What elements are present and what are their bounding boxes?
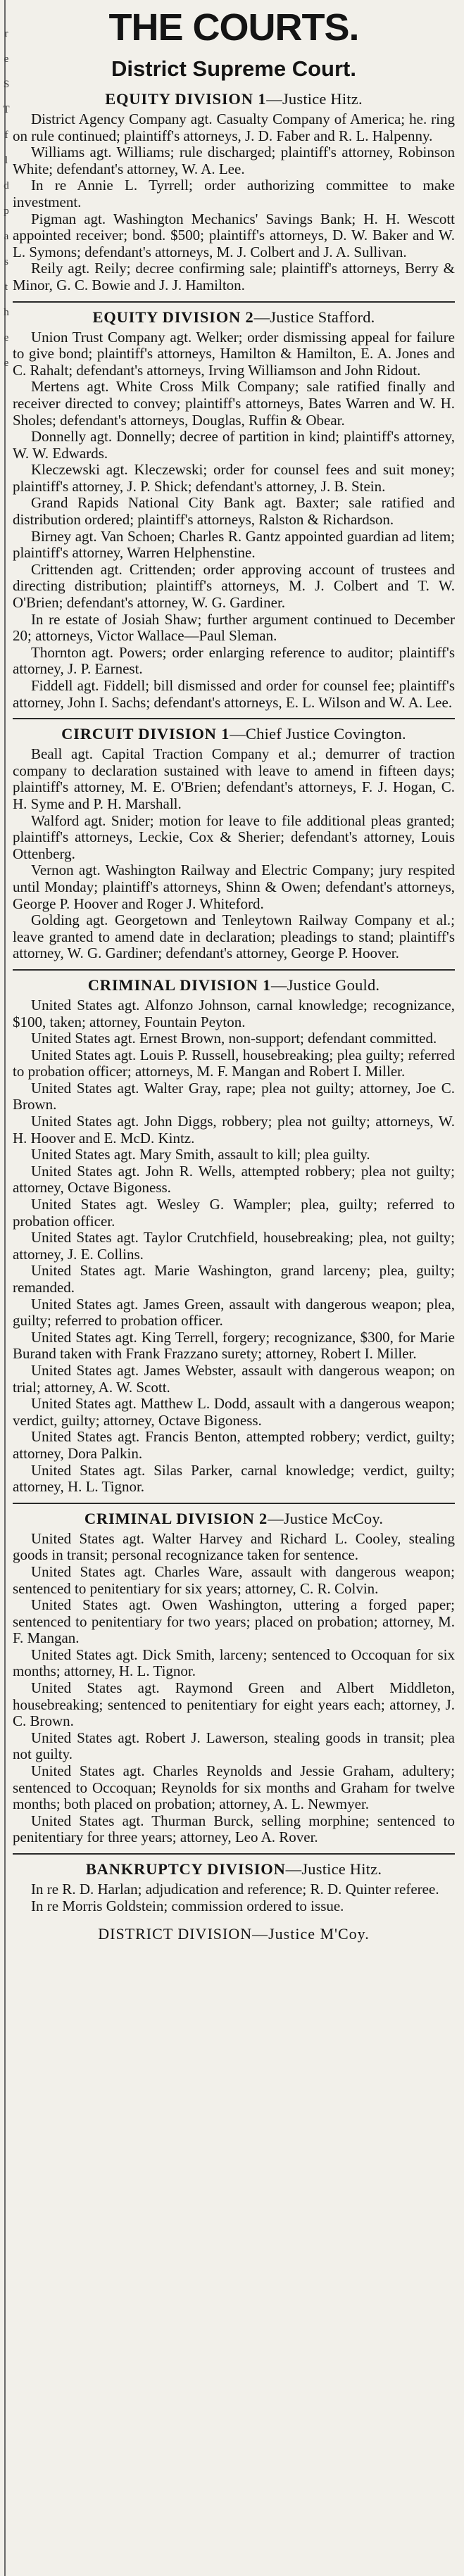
edge-letter: a [4, 231, 9, 242]
court-section [13, 1860, 455, 1914]
case-entry: United States agt. Mary Smith, assault to kill; plea guilty. [31, 1146, 370, 1163]
division-name: CIRCUIT DIVISION 1 [61, 725, 230, 743]
courts-column [13, 0, 455, 2576]
case-entry: United States agt. Walter Gray, rape; plea not guilty; attorney, Joe C. Brown. [13, 1079, 455, 1113]
case-entry: United States agt. Francis Benton, attempted robbery; verdict, guilty; attorney, Dora Palkin. [13, 1428, 455, 1462]
case-entry: United States agt. Matthew L. Dodd, assault with a dangerous weapon; verdict, guilty; attorney, Octave Bigoness. [13, 1395, 455, 1429]
case-entry: Walford agt. Snider; motion for leave to file additional pleas granted; plaintiff's attorneys, Leckie, Cox & Sherier; defendant's attorney, Louis Ottenberg. [13, 812, 455, 862]
case-entry: United States agt. Walter Harvey and Richard L. Cooley, stealing goods in transit; personal recognizance taken for sentence. [13, 1529, 455, 1564]
court-section [13, 1510, 455, 1846]
case-entry: Union Trust Company agt. Welker; order dismissing appeal for failure to give bond; plaintiff's attorneys, Hamilton & Hamilton, E. A. Jones and C. Rahalt; defendant's attorneys, Irving Williamson and John Ridout. [13, 328, 455, 379]
case-entry: Thornton agt. Powers; order enlarging reference to auditor; plaintiff's attorney, J. P. Earnest. [13, 643, 455, 678]
edge-letter: T [3, 104, 10, 115]
page-edge-rule [4, 0, 6, 2576]
case-entry: United States agt. John Diggs, robbery; plea not guilty; attorneys, W. H. Hoover and E. McD. Kintz. [13, 1113, 455, 1147]
edge-letter: d [4, 180, 9, 191]
adjacent-column-fragment [0, 21, 13, 376]
judge-name: Chief Justice Covington. [245, 725, 406, 743]
case-entry: Golding agt. Georgetown and Tenleytown Railway Company et al.; leave granted to amend date in declaration; pleadings to stand; plaintiff's attorney, W. G. Gardiner; defendant's attorney, George P. Hoover. [13, 911, 455, 962]
section-divider [13, 301, 455, 303]
section-divider [13, 1503, 455, 1504]
court-section [13, 976, 455, 1496]
cutoff-heading: DISTRICT DIVISION—Justice M'Coy. [98, 1925, 370, 1943]
case-entry: Grand Rapids National City Bank agt. Baxter; sale ratified and distribution ordered; plaintiff's attorneys, Ralston & Richardson. [13, 494, 455, 529]
section-heading: BANKRUPTCY DIVISION—Justice Hitz. [85, 1860, 382, 1878]
case-entry: United States agt. Taylor Crutchfield, housebreaking; plea, not guilty; attorney, J. E. Collins. [13, 1229, 455, 1263]
case-entry: Williams agt. Williams; rule discharged; plaintiff's attorney, Robinson White; defendant's attorney, W. A. Lee. [13, 144, 455, 177]
court-section [13, 725, 455, 962]
edge-letter: S [3, 79, 10, 90]
case-entry: In re Morris Goldstein; commission ordered to issue. [31, 1897, 344, 1914]
edge-letter: e [4, 53, 9, 65]
case-entry: United States agt. Louis P. Russell, housebreaking; plea guilty; referred to probation officer; attorneys, M. F. Mangan and Robert I. Miller. [13, 1046, 455, 1080]
edge-letter: r [4, 28, 8, 39]
section-divider [13, 969, 455, 971]
case-entry: United States agt. Alfonzo Johnson, carnal knowledge; recognizance, $100, taken; attorney, Fountain Peyton. [13, 996, 455, 1030]
edge-letter: l [4, 155, 8, 166]
case-entry: In re R. D. Harlan; adjudication and reference; R. D. Quinter referee. [31, 1881, 439, 1898]
division-name: BANKRUPTCY DIVISION [85, 1860, 286, 1878]
judge-name: Justice Stafford. [270, 308, 375, 326]
edge-letter: e [4, 332, 9, 343]
section-heading: EQUITY DIVISION 1—Justice Hitz. [105, 90, 363, 108]
case-entry: United States agt. Charles Reynolds and Jessie Graham, adultery; sentenced to Occoquan; Reynolds for six months and Graham for twelve months; both placed on probation; attorney, A. L. Newmyer. [13, 1762, 455, 1813]
judge-name: Justice McCoy. [283, 1509, 384, 1527]
case-entry: District Agency Company agt. Casualty Company of America; he. ring on rule continued; plaintiff's attorneys, J. D. Faber and R. L. Halpenny. [13, 111, 455, 144]
case-entry: United States agt. Dick Smith, larceny; sentenced to Occoquan for six months; attorney, H. L. Tignor. [13, 1646, 455, 1680]
section-heading: EQUITY DIVISION 2—Justice Stafford. [92, 308, 375, 326]
edge-letter: p [4, 206, 9, 217]
case-entry: Mertens agt. White Cross Milk Company; sale ratified finally and receiver directed to convey; plaintiff's attorneys, Bates Warren and W. H. Sholes; defendant's attorneys, Douglas, Ruffin & Obear. [13, 378, 455, 429]
edge-letter: s [4, 256, 8, 267]
case-entry: United States agt. Silas Parker, carnal knowledge; verdict, guilty; attorney, H. L. Tignor. [13, 1461, 455, 1496]
case-entry: United States agt. Charles Ware, assault with dangerous weapon; sentenced to penitentiary for six years; attorney, C. R. Colvin. [13, 1562, 455, 1597]
case-entry: In re estate of Josiah Shaw; further argument continued to December 20; attorneys, Victor Wallace—Paul Sleman. [13, 610, 455, 645]
case-entry: Donnelly agt. Donnelly; decree of partition in kind; plaintiff's attorney, W. W. Edwards. [13, 428, 455, 462]
case-entry: United States agt. James Green, assault with dangerous weapon; plea, guilty; referred to probation officer. [13, 1295, 455, 1330]
case-entry: United States agt. Marie Washington, grand larceny; plea, guilty; remanded. [13, 1262, 455, 1296]
case-entry: United States agt. Ernest Brown, non-support; defendant committed. [31, 1030, 437, 1047]
judge-name: Justice Gould. [287, 976, 380, 994]
judge-name: Justice Hitz. [282, 90, 363, 108]
division-name: EQUITY DIVISION 2 [92, 308, 254, 326]
section-heading: CRIMINAL DIVISION 2—Justice McCoy. [84, 1509, 384, 1527]
page-title: THE COURTS. [108, 6, 359, 49]
case-entry: United States agt. Owen Washington, uttering a forged paper; sentenced to penitentiary for two years; placed on probation; attorney, M. F. Mangan. [13, 1596, 455, 1647]
edge-letter: h [4, 307, 9, 318]
case-entry: United States agt. Wesley G. Wampler; plea, guilty; referred to probation officer. [13, 1196, 455, 1230]
case-entry: United States agt. James Webster, assault with dangerous weapon; on trial; attorney, A. W. Scott. [13, 1361, 455, 1396]
division-name: CRIMINAL DIVISION 1 [87, 976, 271, 994]
page-subtitle: District Supreme Court. [111, 56, 356, 81]
judge-name: Justice Hitz. [301, 1860, 382, 1878]
section-divider [13, 1853, 455, 1855]
case-entry: Kleczewski agt. Kleczewski; order for counsel fees and suit money; plaintiff's attorney, J. P. Shick; defendant's attorney, J. B. Stein. [13, 461, 455, 495]
case-entry: Crittenden agt. Crittenden; order approving account of trustees and directing distribution; plaintiff's attorneys, M. J. Colbert and T. W. O'Brien; defendant's attorney, W. G. Gardiner. [13, 560, 455, 612]
edge-letter: t [4, 282, 8, 293]
case-entry: Beall agt. Capital Traction Company et al.; demurrer of traction company to declaration sustained with leave to amend in fifteen days; plaintiff's attorney, M. E. O'Brien; defendant's attorneys, F. J. Hogan, C. H. Syme and P. H. Marshall. [13, 745, 455, 812]
case-entry: Pigman agt. Washington Mechanics' Savings Bank; H. H. Wescott appointed receiver; bond. $500; plaintiff's attorneys, D. W. Baker and W. L. Symons; defendant's attorneys, M. J. Colbert and J. A. Sullivan. [13, 210, 455, 260]
case-entry: In re Annie L. Tyrrell; order authorizing committee to make investment. [13, 177, 455, 210]
case-entry: United States agt. King Terrell, forgery; recognizance, $300, for Marie Burand taken with Frank Frazzano surety; attorney, Robert I. Miller. [13, 1328, 455, 1363]
case-entry: Reily agt. Reily; decree confirming sale; plaintiff's attorneys, Berry & Minor, G. C. Bowie and J. J. Hamilton. [13, 260, 455, 293]
case-entry: United States agt. John R. Wells, attempted robbery; plea not guilty; attorney, Octave Bigoness. [13, 1162, 455, 1197]
sections-container [13, 90, 455, 1914]
section-divider [13, 718, 455, 719]
section-heading: CRIMINAL DIVISION 1—Justice Gould. [87, 976, 380, 994]
edge-letter: e [4, 358, 9, 369]
case-entry: United States agt. Raymond Green and Albert Middleton, housebreaking; sentenced to penitentiary for eight years each; attorney, J. C. Brown. [13, 1679, 455, 1730]
case-entry: Birney agt. Van Schoen; Charles R. Gantz appointed guardian ad litem; plaintiff's attorney, Warren Helphenstine. [13, 527, 455, 562]
court-section [13, 90, 455, 294]
case-entry: Vernon agt. Washington Railway and Electric Company; jury respited until Monday; plaintiff's attorneys, Shinn & Owen; defendant's attorneys, George P. Hoover and Roger J. Whiteford. [13, 861, 455, 912]
court-section [13, 308, 455, 712]
edge-letter: f [4, 130, 8, 141]
case-entry: Fiddell agt. Fiddell; bill dismissed and order for counsel fee; plaintiff's attorney, John I. Sachs; defendant's attorneys, E. L. Wilson and W. A. Lee. [13, 677, 455, 711]
case-entry: United States agt. Robert J. Lawerson, stealing goods in transit; plea not guilty. [13, 1729, 455, 1763]
case-entry: United States agt. Thurman Burck, selling morphine; sentenced to penitentiary for three years; attorney, Leo A. Rover. [13, 1812, 455, 1846]
division-name: CRIMINAL DIVISION 2 [84, 1509, 268, 1527]
division-name: EQUITY DIVISION 1 [105, 90, 267, 108]
section-heading: CIRCUIT DIVISION 1—Chief Justice Covington. [61, 725, 406, 743]
